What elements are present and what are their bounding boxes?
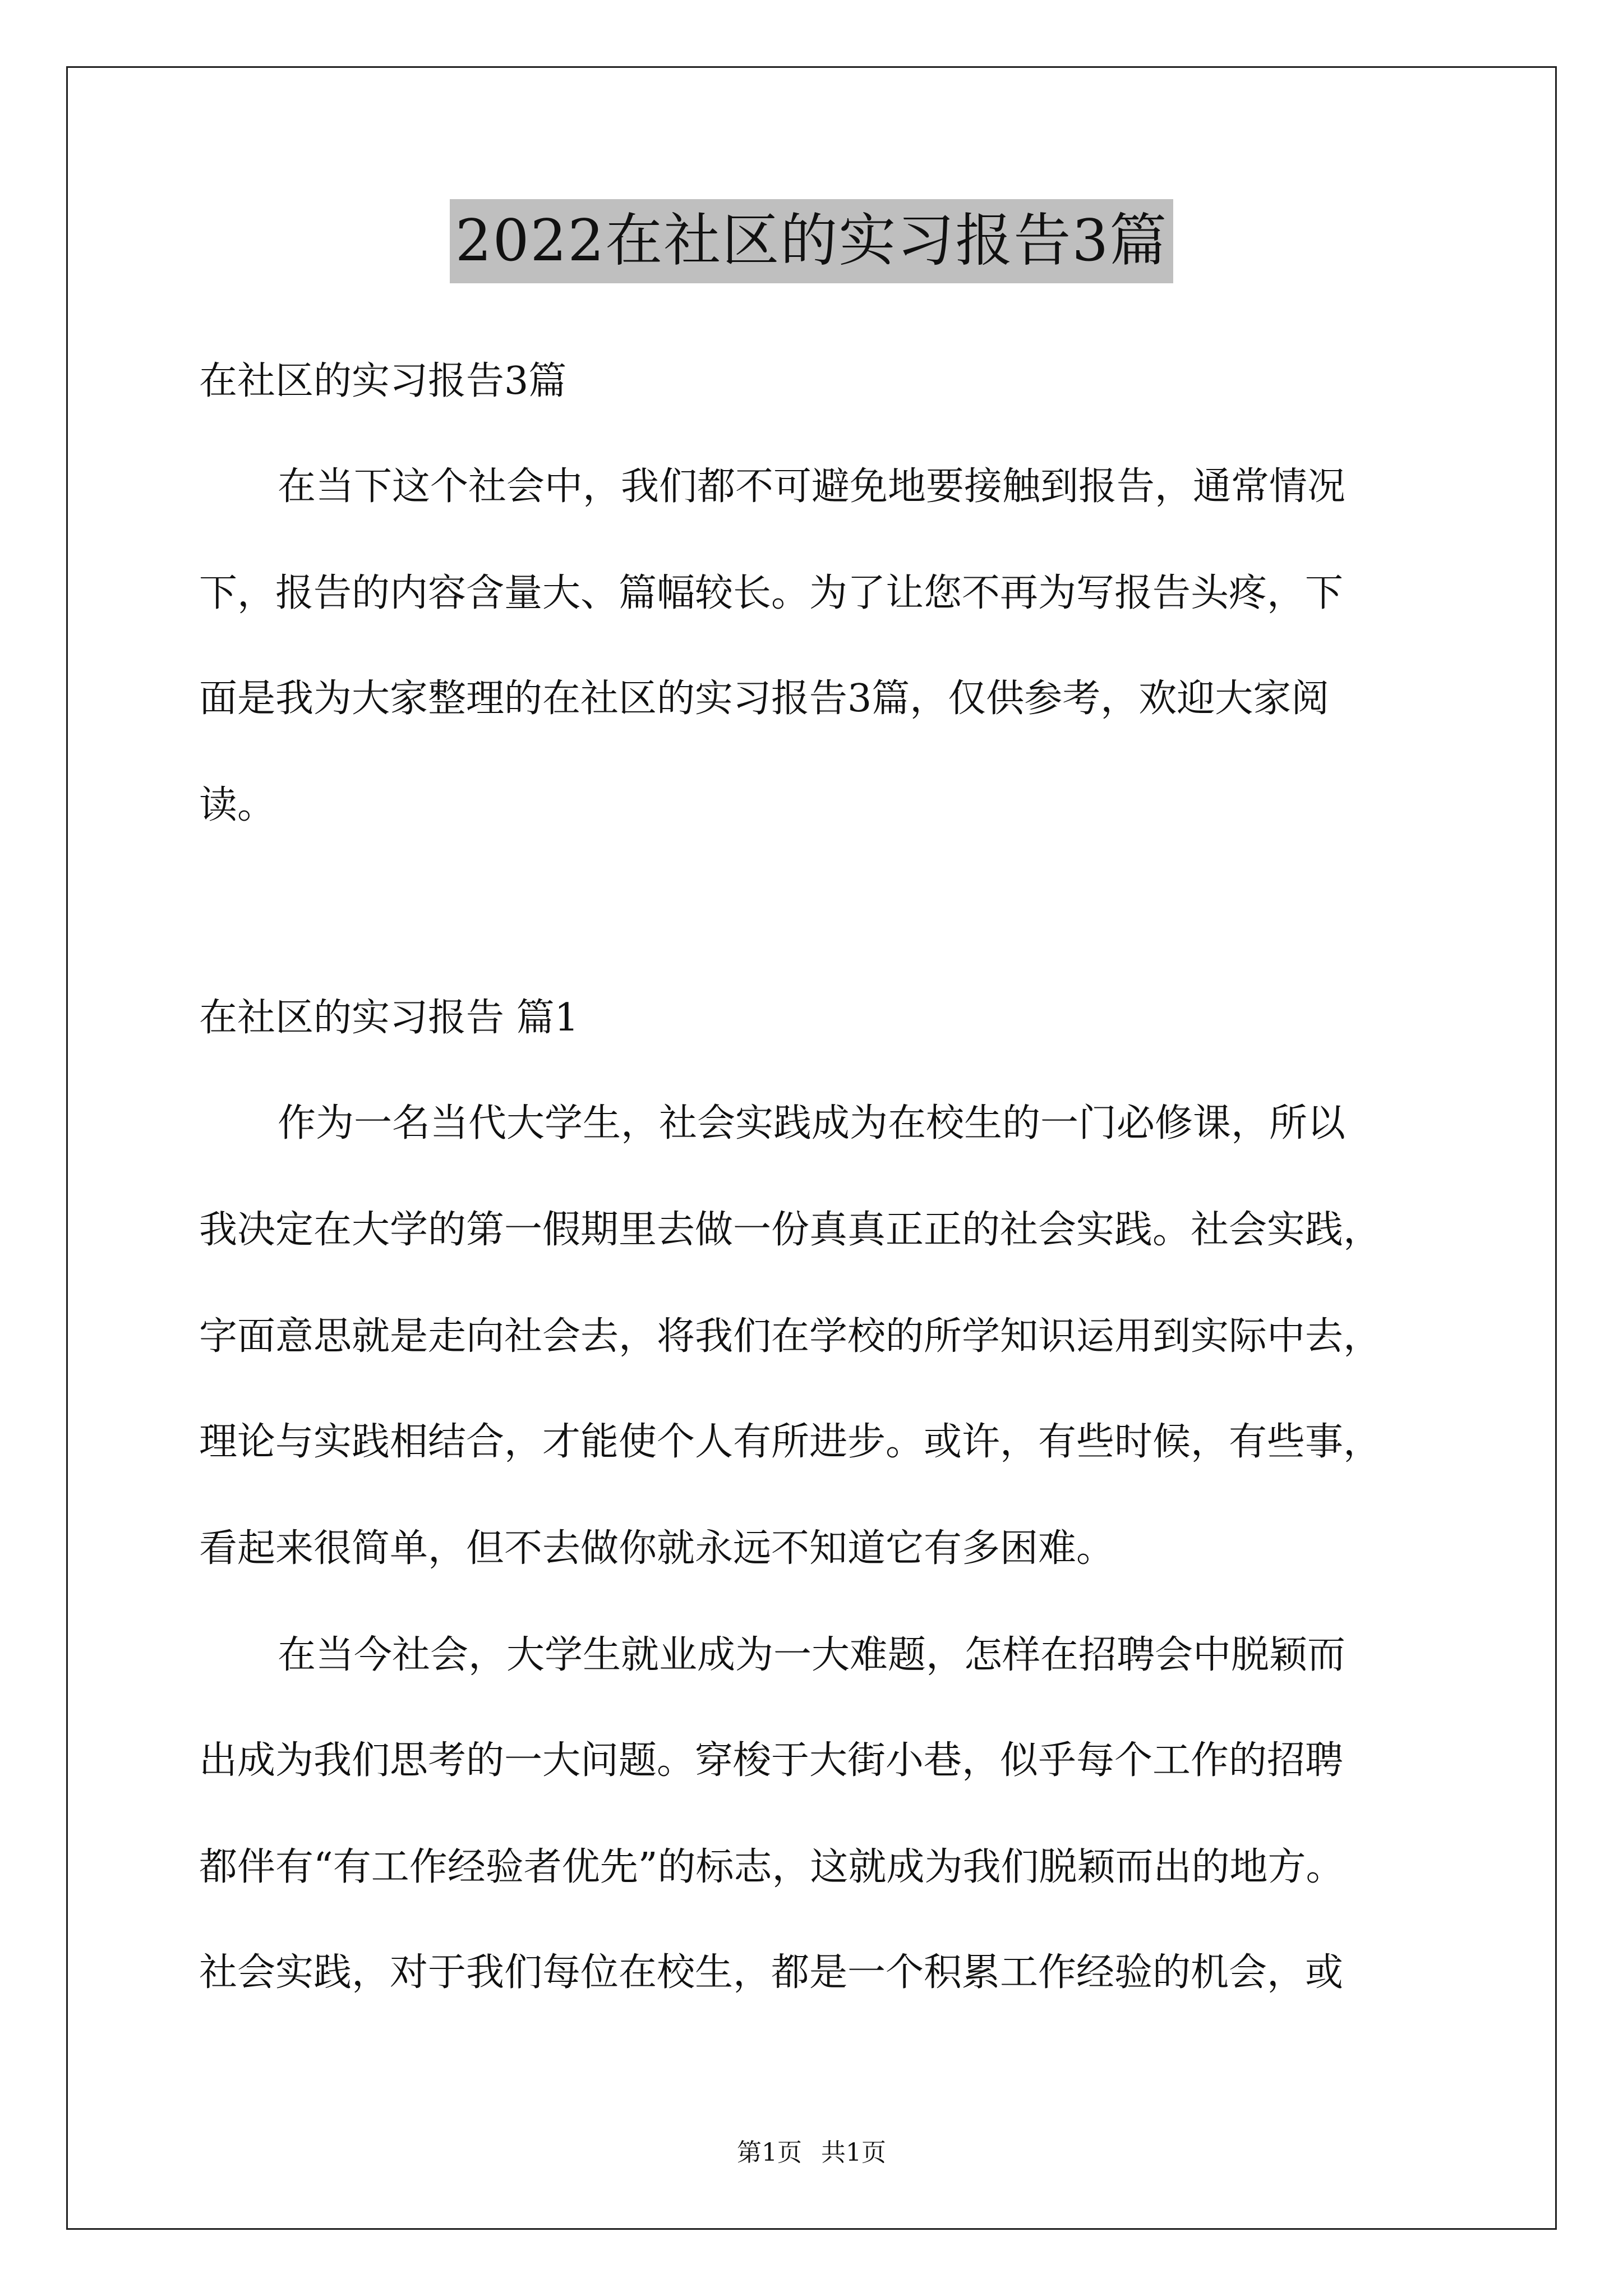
intro-line: 下，报告的内容含量大、篇幅较长。为了让您不再为写报告头疼，下 bbox=[199, 571, 1344, 615]
paragraph-line: 都伴有“有工作经验者优先”的标志，这就成为我们脱颖而出的地方。 bbox=[199, 1845, 1344, 1889]
paragraph-line: 出成为我们思考的一大问题。穿梭于大街小巷，似乎每个工作的招聘 bbox=[199, 1738, 1344, 1783]
paragraph-line: 字面意思就是走向社会去，将我们在学校的所学知识运用到实际中去， bbox=[199, 1314, 1382, 1359]
document-title: 2022在社区的实习报告3篇 bbox=[450, 199, 1173, 283]
paragraph-line: 在当今社会，大学生就业成为一大难题，怎样在招聘会中脱颖而 bbox=[278, 1633, 1346, 1677]
page-footer: 第1页 共1页 bbox=[737, 2138, 886, 2167]
paragraph-line: 我决定在大学的第一假期里去做一份真真正正的社会实践。社会实践， bbox=[199, 1208, 1382, 1252]
title-wrap bbox=[0, 199, 1623, 283]
paragraph-line: 看起来很简单，但不去做你就永远不知道它有多困难。 bbox=[199, 1526, 1115, 1571]
intro-line: 面是我为大家整理的在社区的实习报告3篇，仅供参考，欢迎大家阅 bbox=[199, 677, 1330, 721]
intro-line: 读。 bbox=[199, 783, 276, 827]
subtitle: 在社区的实习报告3篇 bbox=[199, 359, 567, 403]
section-heading: 在社区的实习报告 篇1 bbox=[199, 996, 579, 1040]
paragraph-line: 作为一名当代大学生，社会实践成为在校生的一门必修课，所以 bbox=[278, 1101, 1346, 1145]
paragraph-line: 理论与实践相结合，才能使个人有所进步。或许，有些时候，有些事， bbox=[199, 1420, 1382, 1464]
paragraph-line: 社会实践，对于我们每位在校生，都是一个积累工作经验的机会，或 bbox=[199, 1950, 1344, 1995]
intro-line: 在当下这个社会中，我们都不可避免地要接触到报告，通常情况 bbox=[278, 464, 1346, 509]
